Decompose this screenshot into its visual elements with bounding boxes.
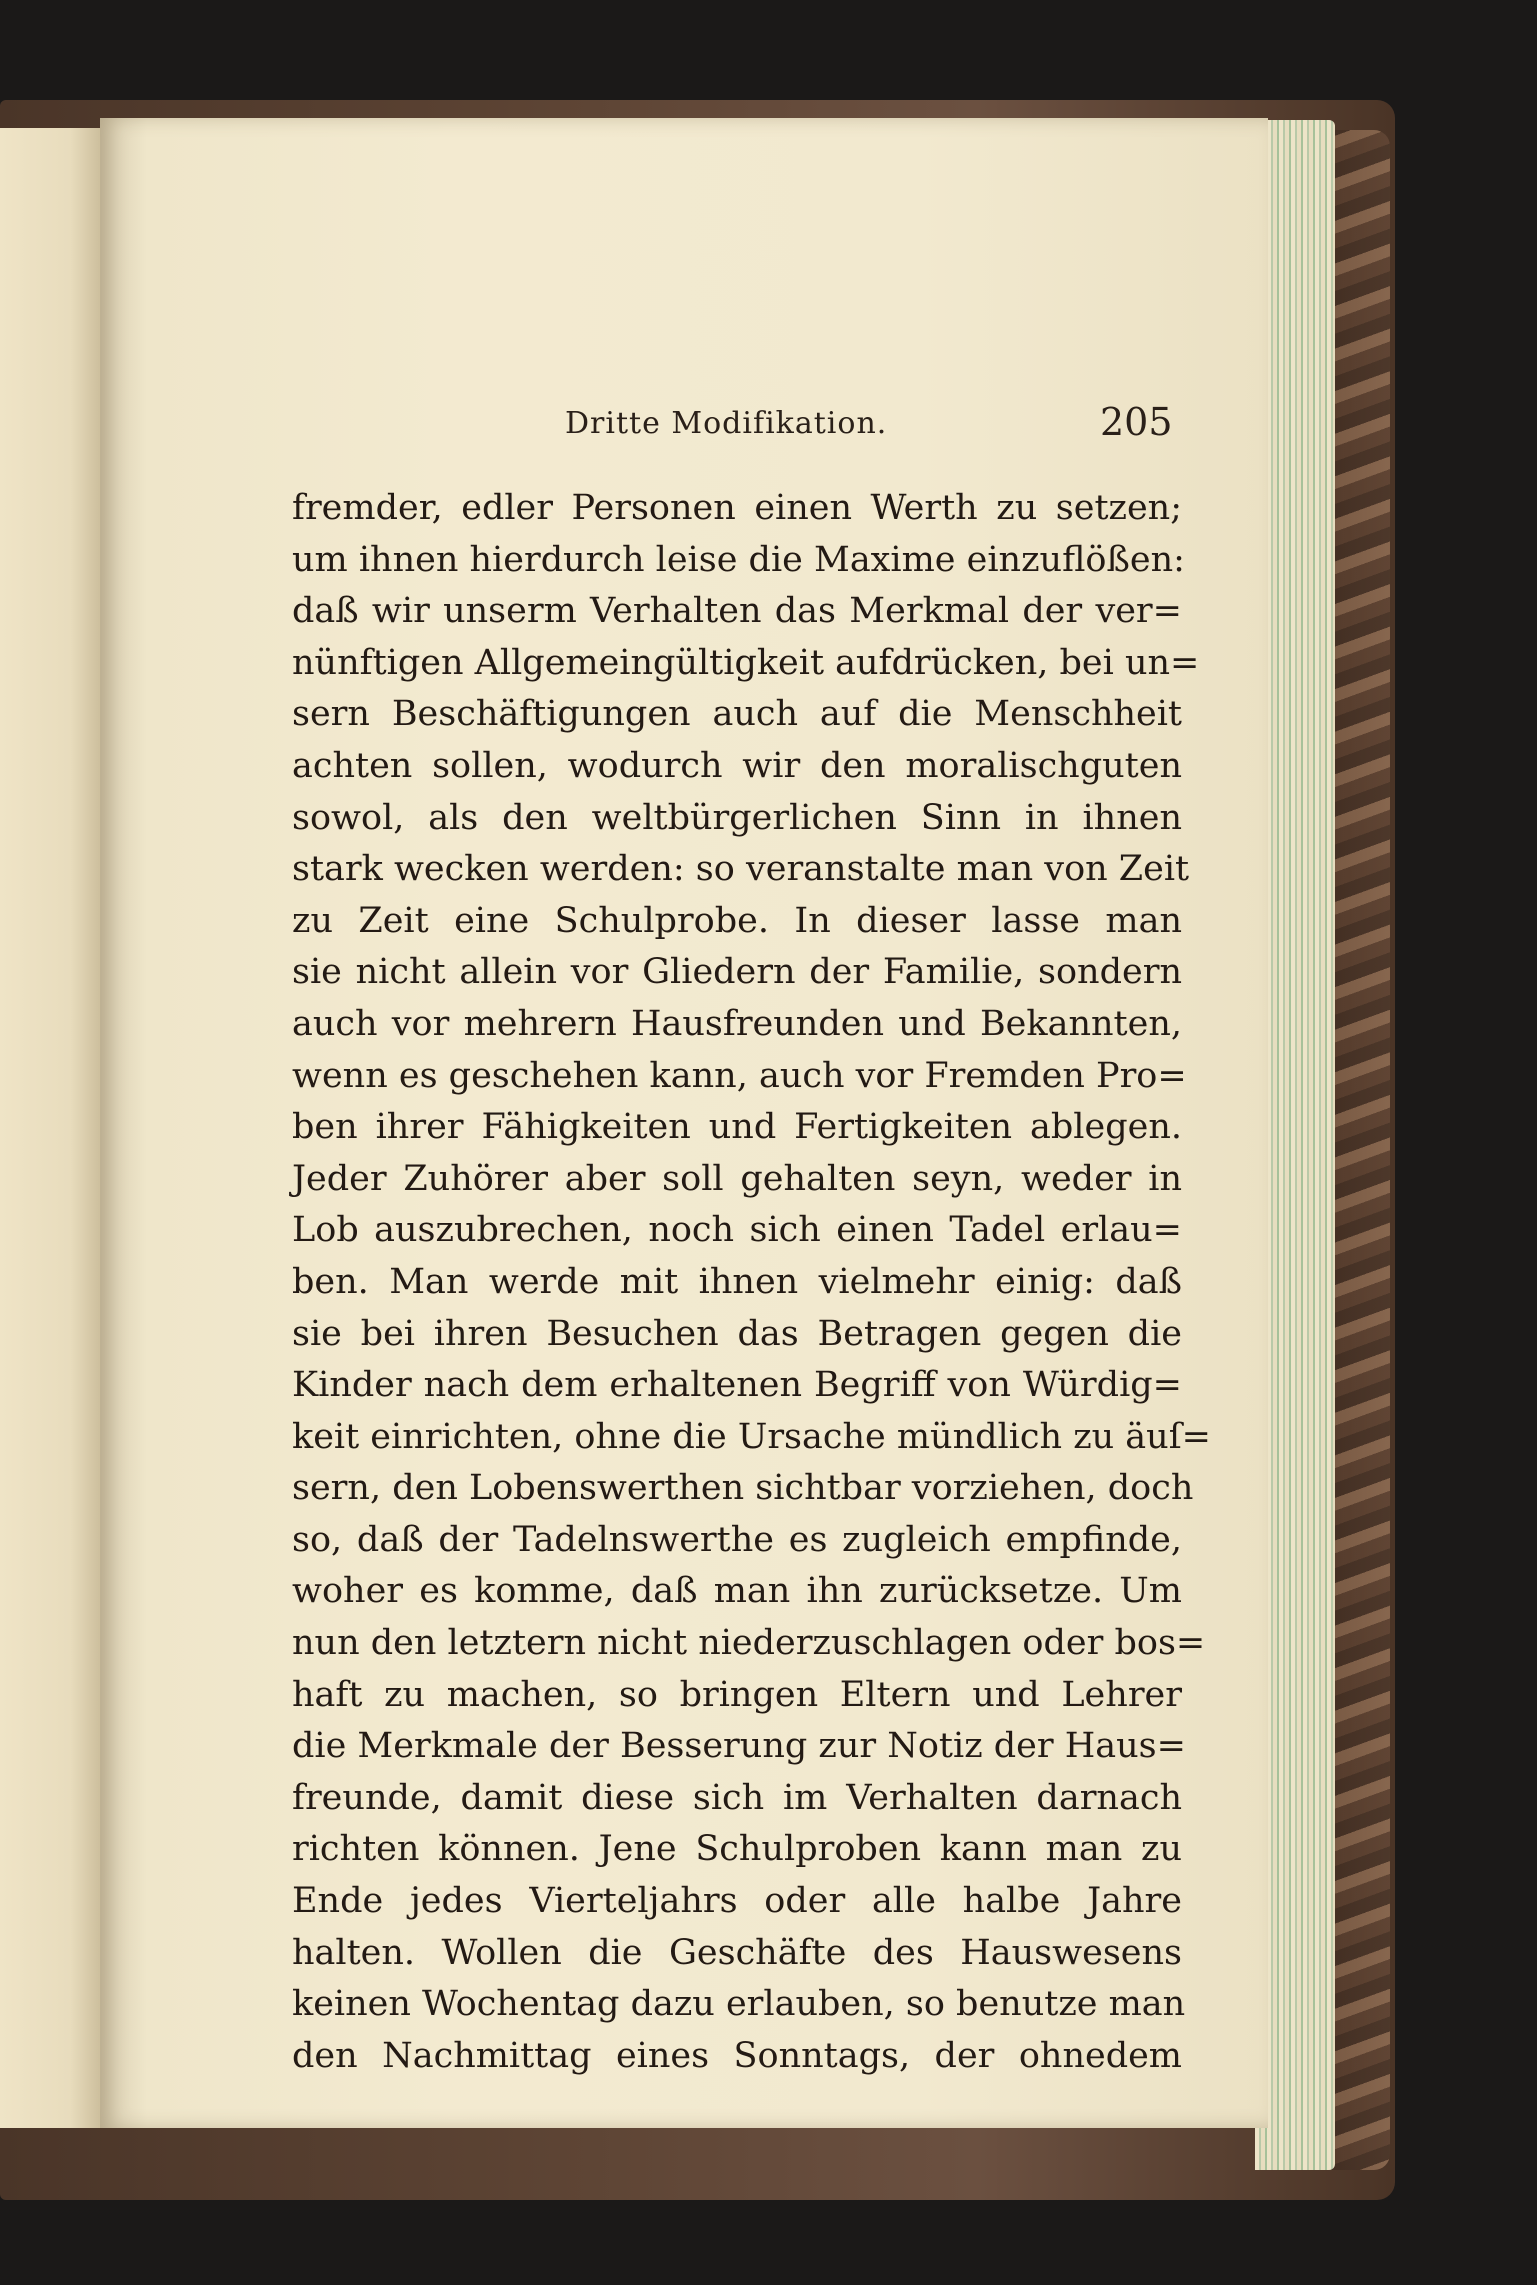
text-line: Ende jedes Vierteljahrs oder alle halbe Jahre bbox=[292, 1881, 1182, 1922]
text-line: daß wir unserm Verhalten das Merkmal der ver= bbox=[292, 591, 1182, 632]
text-line: nun den letztern nicht niederzuschlagen oder bos= bbox=[292, 1623, 1206, 1664]
text-line: stark wecken werden: so veranstalte man von Zeit bbox=[292, 849, 1190, 890]
text-line: sern Beschäftigungen auch auf die Menschheit bbox=[292, 694, 1182, 735]
text-line: auch vor mehrern Hausfreunden und Bekannten, bbox=[292, 1003, 1182, 1044]
text-line: die Merkmale der Besserung zur Notiz der Haus= bbox=[292, 1726, 1186, 1767]
text-line: fremder, edler Personen einen Werth zu setzen; bbox=[292, 488, 1182, 528]
text-line: ben ihrer Fähigkeiten und Fertigkeiten ablegen. bbox=[292, 1107, 1182, 1148]
text-line: halten. Wollen die Geschäfte des Hauswesens bbox=[292, 1932, 1182, 1973]
running-head: Dritte Modifikation. bbox=[565, 406, 888, 441]
book-page bbox=[100, 118, 1268, 2128]
text-line: keit einrichten, ohne die Ursache mündlich zu äuſ= bbox=[292, 1416, 1211, 1457]
body-text bbox=[292, 483, 1211, 2082]
text-line: den Nachmittag eines Sonntags, der ohnedem bbox=[292, 2035, 1182, 2076]
text-line: richten können. Jene Schulproben kann man zu bbox=[292, 1829, 1182, 1870]
text-line: Jeder Zuhörer aber soll gehalten seyn, weder in bbox=[292, 1158, 1182, 1199]
text-line: zu Zeit eine Schulprobe. In dieser lasse man bbox=[292, 900, 1182, 941]
text-line: sie bei ihren Besuchen das Betragen gegen die bbox=[292, 1313, 1182, 1354]
text-line: Kinder nach dem erhaltenen Begriff von Würdig= bbox=[292, 1365, 1182, 1406]
text-line: wenn es geschehen kann, auch vor Fremden Pro= bbox=[292, 1055, 1187, 1096]
text-line: ben. Man werde mit ihnen vielmehr einig: daß bbox=[292, 1261, 1182, 1302]
text-line: woher es komme, daß man ihn zurücksetze. Um bbox=[292, 1571, 1182, 1612]
left-page-fragment bbox=[0, 128, 100, 2128]
text-line: achten sollen, wodurch wir den moralischguten bbox=[292, 745, 1182, 786]
page-number: 205 bbox=[1100, 400, 1173, 444]
text-line: sie nicht allein vor Gliedern der Familie, sondern bbox=[292, 952, 1182, 993]
text-line: sowol, als den weltbürgerlichen Sinn in ihnen bbox=[292, 797, 1182, 838]
text-line: sern, den Lobenswerthen sichtbar vorziehen, doch bbox=[292, 1468, 1194, 1509]
text-line: nünftigen Allgemeingültigkeit aufdrücken, bei un= bbox=[292, 642, 1200, 683]
text-line: so, daß der Tadelnswerthe es zugleich empfinde, bbox=[292, 1519, 1182, 1560]
text-line: Lob auszubrechen, noch sich einen Tadel erlau= bbox=[292, 1210, 1182, 1251]
text-line: haft zu machen, so bringen Eltern und Lehrer bbox=[292, 1674, 1182, 1715]
text-line: um ihnen hierdurch leise die Maxime einzuflößen: bbox=[292, 539, 1185, 580]
text-line: keinen Wochentag dazu erlauben, so benutze man bbox=[292, 1984, 1186, 2025]
text-line: freunde, damit diese sich im Verhalten darnach bbox=[292, 1777, 1182, 1818]
